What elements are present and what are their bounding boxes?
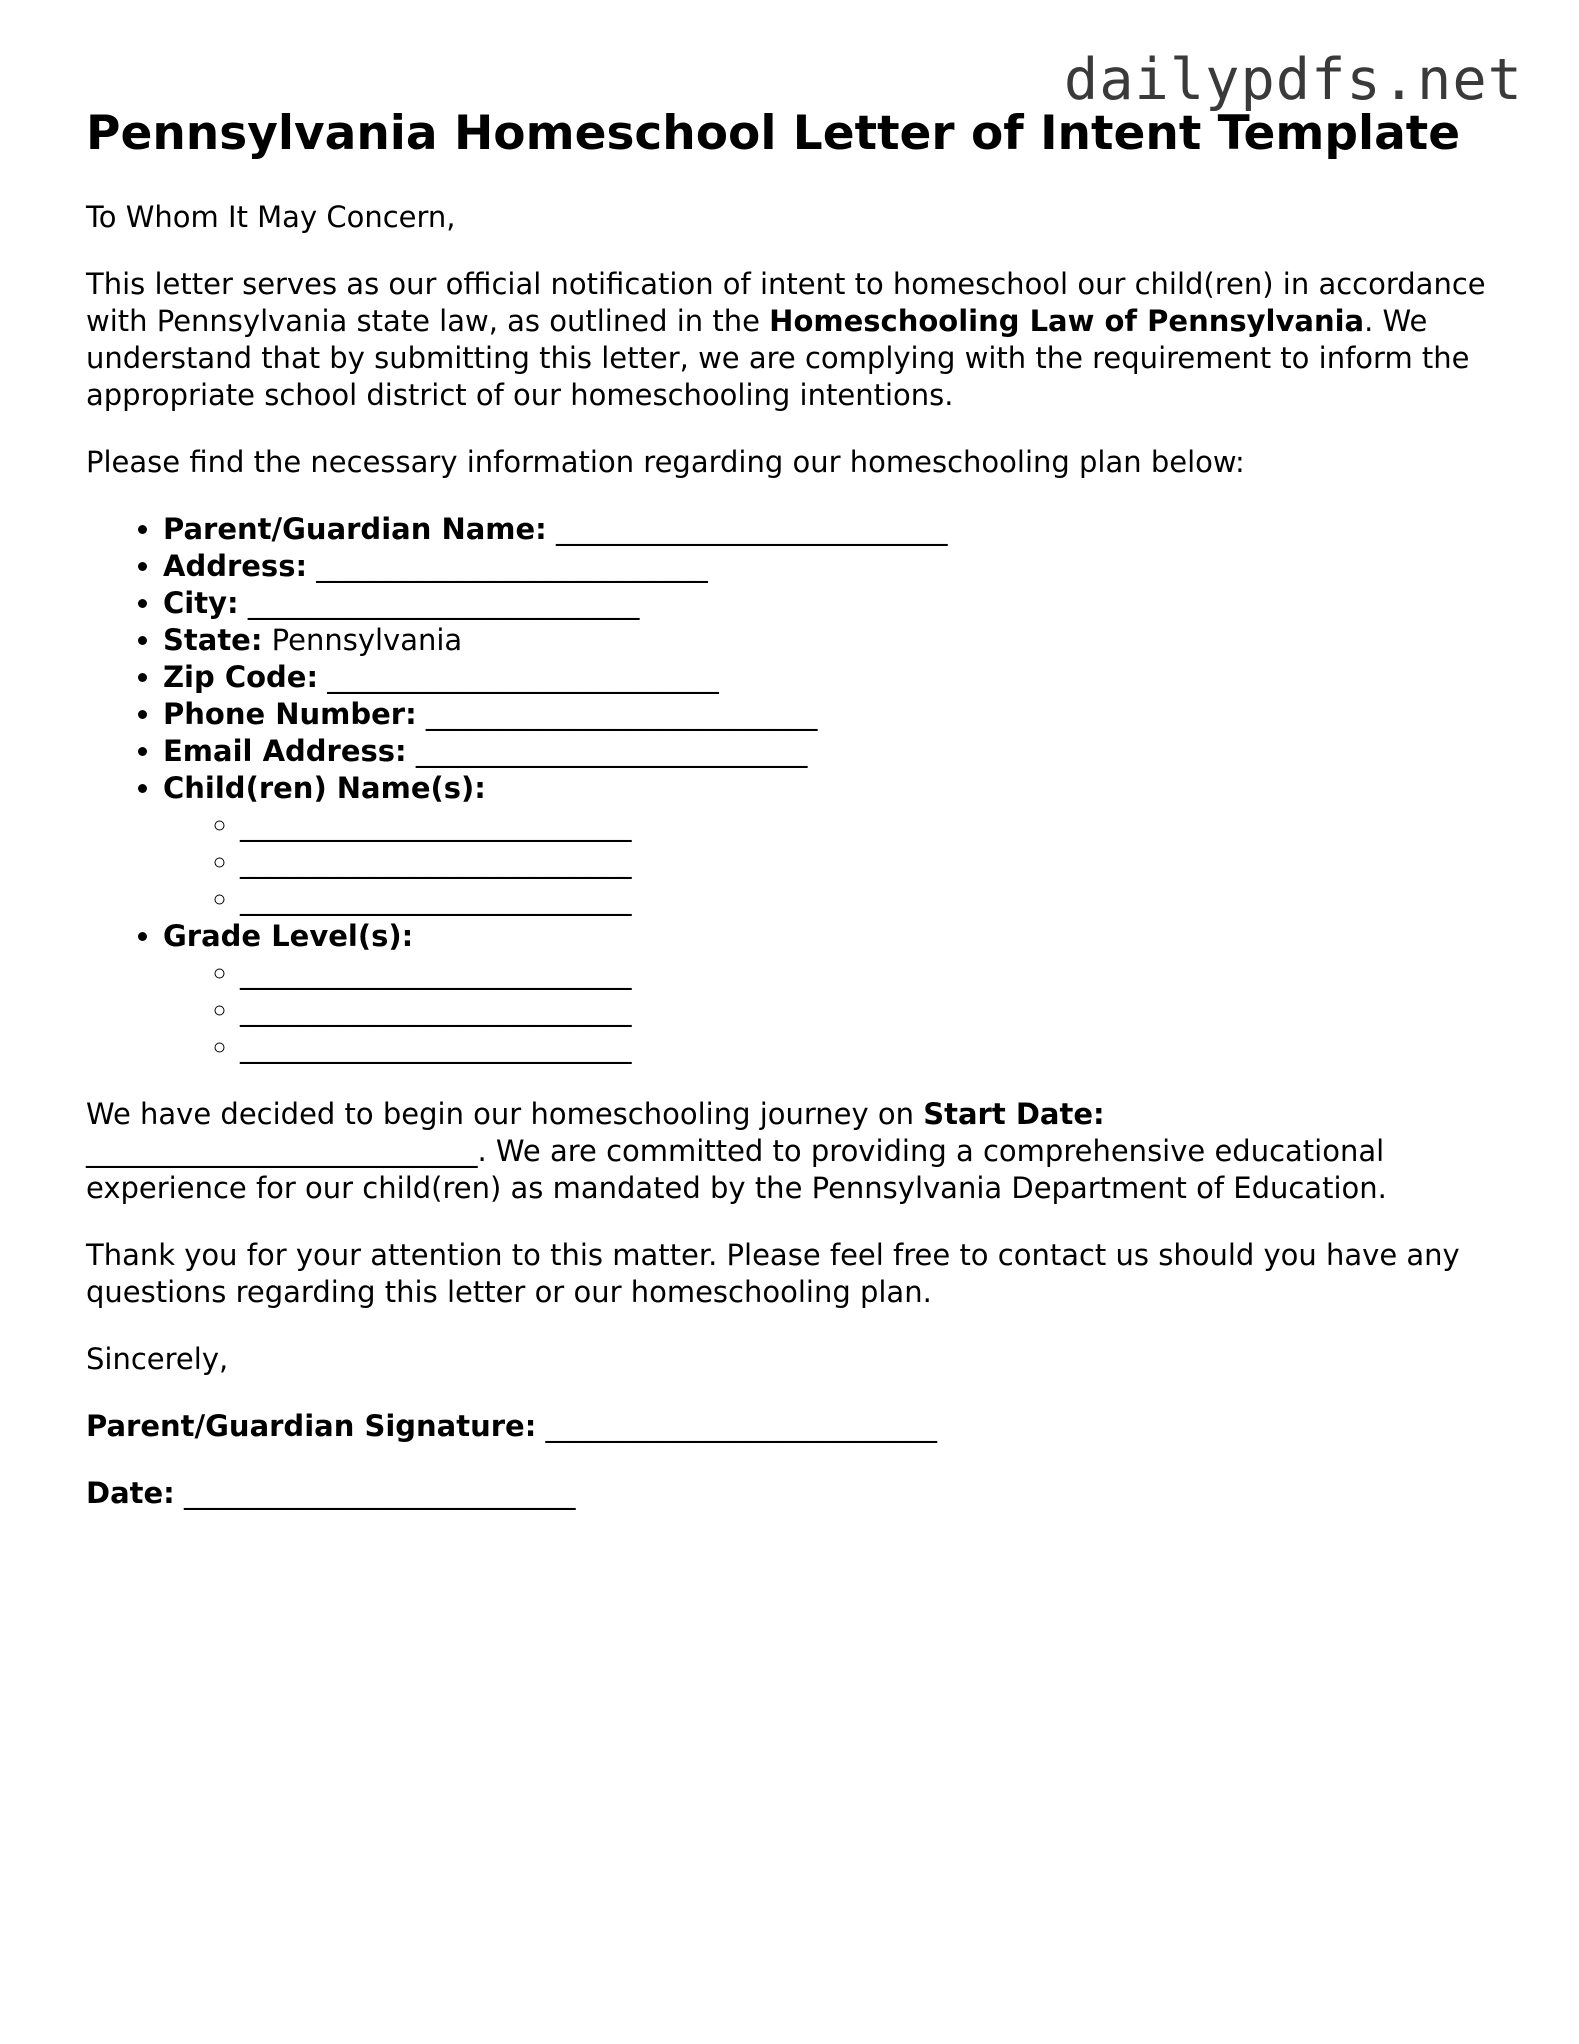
parent-name-label: Parent/Guardian Name: [163,512,547,546]
watermark: dailypdfs.net [1063,47,1523,113]
date-label: Date: [86,1476,175,1510]
start-text-2: . We are committed to providing a comprehensive educational experience for our child(ren) as mandated by the Pennsylvania Department of Education. [86,1134,1387,1205]
field-address [163,548,1506,585]
field-state [163,622,1506,659]
address-blank[interactable]: ___________________________ [316,549,708,583]
child-name-blank[interactable]: ___________________________ [240,845,632,879]
child-name-item [240,844,1506,881]
signature-line [86,1408,1506,1445]
signature-label: Parent/Guardian Signature: [86,1409,537,1443]
grades-label: Grade Level(s): [163,919,414,953]
letter-document [86,105,1506,1542]
state-value: Pennsylvania [271,623,463,657]
date-line [86,1475,1506,1512]
law-name: Homeschooling Law of Pennsylvania [769,304,1365,338]
closing: Sincerely, [86,1342,229,1376]
parent-name-blank[interactable]: ___________________________ [556,512,948,546]
field-grades [163,918,1506,1066]
start-date-blank[interactable]: ___________________________ [86,1134,478,1168]
grade-level-item [240,1029,1506,1066]
phone-blank[interactable]: ___________________________ [425,697,818,731]
children-label: Child(ren) Name(s): [163,771,486,805]
start-date-paragraph [86,1096,1506,1207]
signature-blank[interactable]: ___________________________ [545,1409,938,1443]
field-email [163,733,1506,770]
zip-label: Zip Code: [163,660,319,694]
grade-level-blank[interactable]: ___________________________ [240,1030,632,1064]
child-name-item [240,807,1506,844]
phone-label: Phone Number: [163,697,417,731]
intro-paragraph [86,266,1506,414]
child-name-item [240,881,1506,918]
thanks-paragraph: Thank you for your attention to this matter. Please feel free to contact us should you have any questions regarding this letter or our homeschooling plan. [86,1238,1460,1309]
city-label: City: [163,586,239,620]
state-label: State: [163,623,263,657]
info-lead: Please find the necessary information regarding our homeschooling plan below: [86,445,1245,479]
field-zip [163,659,1506,696]
field-parent-name [163,511,1506,548]
start-date-label: Start Date: [923,1097,1105,1131]
start-text-1: We have decided to begin our homeschooling journey on [86,1097,924,1131]
grades-list [163,955,1506,1066]
intro-text-2: . We understand that by submitting this letter, we are complying with the requirement to inform the appropriate school district of our homeschooling intentions. [86,304,1470,412]
zip-blank[interactable]: ___________________________ [327,660,719,694]
intro-text-1: This letter serves as our official notification of intent to homeschool our child(ren) in accordance with Pennsylvania state law, as outlined in the [86,267,1486,338]
info-fields-list [86,511,1506,1066]
child-name-blank[interactable]: ___________________________ [240,808,632,842]
children-list [163,807,1506,918]
field-city [163,585,1506,622]
grade-level-blank[interactable]: ___________________________ [240,993,632,1027]
grade-level-item [240,992,1506,1029]
field-phone [163,696,1506,733]
field-children [163,770,1506,918]
grade-level-item [240,955,1506,992]
grade-level-blank[interactable]: ___________________________ [240,956,632,990]
salutation: To Whom It May Concern, [86,200,456,234]
child-name-blank[interactable]: ___________________________ [240,882,632,916]
email-label: Email Address: [163,734,407,768]
page-title: Pennsylvania Homeschool Letter of Intent Template [86,106,1461,161]
email-blank[interactable]: ___________________________ [415,734,808,768]
city-blank[interactable]: ___________________________ [247,586,640,620]
date-blank[interactable]: ___________________________ [184,1476,576,1510]
address-label: Address: [163,549,308,583]
